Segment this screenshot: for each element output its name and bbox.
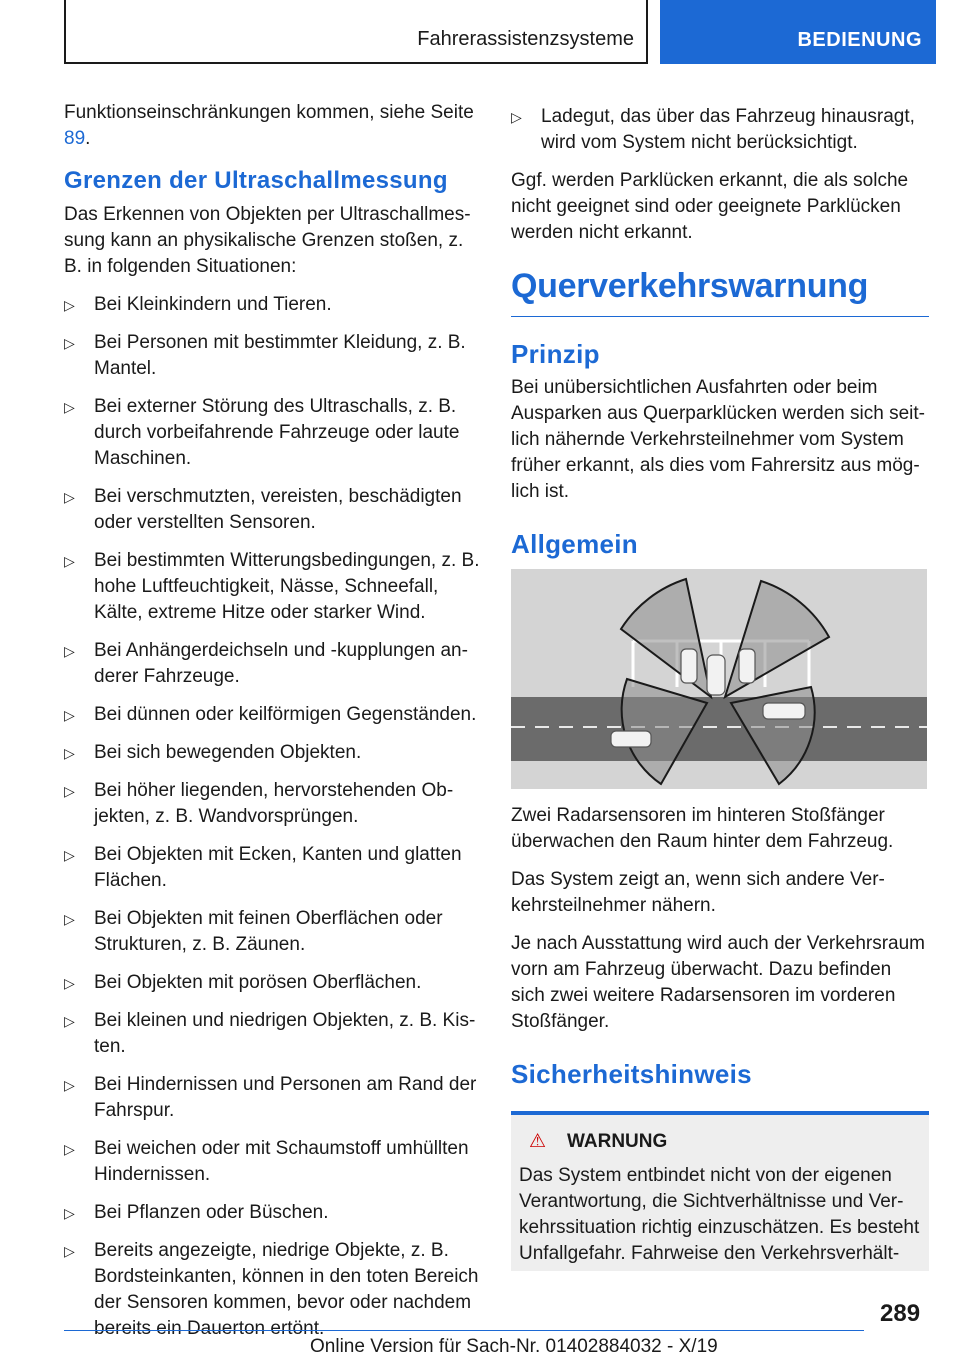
triangle-bullet-icon: ▷	[64, 847, 75, 863]
allgemein-paragraph-2: Das System zeigt an, wenn sich andere Verkehrsteilnehmer nähern.	[511, 869, 885, 916]
triangle-bullet-icon: ▷	[64, 1013, 75, 1029]
heading-grenzen: Grenzen der Ultraschallmessung	[64, 167, 448, 194]
list-item: ▷ Bei dünnen oder keilförmigen Gegenständen.	[64, 702, 482, 728]
list-item: ▷ Bei Objekten mit porösen Oberflächen.	[64, 970, 482, 996]
list-item: ▷ Bei weichen oder mit Schaumstoff umhüllten Hindernissen.	[64, 1138, 469, 1185]
warning-box	[511, 1111, 929, 1271]
triangle-bullet-icon: ▷	[64, 911, 75, 927]
grenzen-paragraph: Das Erkennen von Objekten per Ultraschallmessung kann an physikalische Grenzen stoßen, z. B. in folgenden Situationen:	[64, 204, 471, 277]
header-section-title: Fahrerassistenzsysteme	[417, 28, 634, 50]
warning-title: ⚠ WARNUNG	[519, 1129, 921, 1155]
list-item: ▷ Bei höher liegenden, hervorstehenden Objekten, z. B. Wandvorsprüngen.	[64, 780, 454, 827]
triangle-bullet-icon: ▷	[64, 399, 75, 415]
allgemein-paragraph-1: Zwei Radarsensoren im hinteren Stoßfänger überwachen den Raum hinter dem Fahrzeug.	[511, 805, 894, 852]
triangle-bullet-icon: ▷	[64, 489, 75, 505]
warning-triangle-icon: ⚠	[529, 1131, 547, 1152]
triangle-bullet-icon: ▷	[511, 109, 522, 125]
list-item: ▷ Bei Kleinkindern und Tieren.	[64, 292, 482, 318]
list-item: ▷ Bei Hindernissen und Personen am Rand der Fahrspur.	[64, 1074, 477, 1121]
list-item: ▷ Bei Anhängerdeichseln und -kupplungen anderer Fahrzeuge.	[64, 640, 468, 687]
left-column	[64, 100, 482, 1354]
list-item: ▷ Bei verschmutzten, vereisten, beschädigten oder verstellten Sensoren.	[64, 486, 462, 533]
list-item: ▷ Bei Objekten mit Ecken, Kanten und glatten Flächen.	[64, 844, 462, 891]
heading-sicherheitshinweis: Sicherheitshinweis	[511, 1059, 752, 1089]
cross-traffic-radar-illustration	[511, 569, 927, 789]
triangle-bullet-icon: ▷	[64, 1243, 75, 1259]
list-item: ▷ Bei sich bewegenden Objekten.	[64, 740, 482, 766]
right-column	[511, 100, 929, 1271]
triangle-bullet-icon: ▷	[64, 1141, 75, 1157]
list-item: ▷ Bei bestimmten Witterungsbedingungen, z. B. hohe Luftfeuchtigkeit, Nässe, Schneefall, Kälte, extreme Hitze oder starker Wind.	[64, 550, 480, 623]
triangle-bullet-icon: ▷	[64, 643, 75, 659]
triangle-bullet-icon: ▷	[64, 1205, 75, 1221]
triangle-bullet-icon: ▷	[64, 1077, 75, 1093]
list-item: ▷ Bei Pflanzen oder Büschen.	[64, 1200, 482, 1226]
list-item: ▷ Bei Personen mit bestimmter Kleidung, z. B. Mantel.	[64, 332, 466, 379]
list-item: ▷ Bei kleinen und niedrigen Objekten, z. B. Kisten.	[64, 1010, 476, 1057]
header-chapter-box	[660, 0, 936, 64]
triangle-bullet-icon: ▷	[64, 745, 75, 761]
list-item: ▷ Bei Objekten mit feinen Oberflächen oder Strukturen, z. B. Zäunen.	[64, 908, 443, 955]
right-list	[511, 104, 929, 156]
triangle-bullet-icon: ▷	[64, 335, 75, 351]
warning-text: Das System entbindet nicht von der eigenen Verantwortung, die Sichtverhältnisse und Verkehrssituation richtig einzuschätzen. Es besteht Unfallgefahr. Fahrweise den Verkehrsverhält-	[519, 1165, 920, 1264]
page-link[interactable]: 89	[64, 128, 86, 149]
triangle-bullet-icon: ▷	[64, 553, 75, 569]
prinzip-paragraph: Bei unübersichtlichen Ausfahrten oder beim Ausparken aus Querparklücken werden sich seitlich nähernde Verkehrsteilnehmer vom System früher erkannt, als dies vom Fahrersitz aus möglich ist.	[511, 377, 925, 502]
list-item: ▷ Bereits angezeigte, niedrige Objekte, z. B. Bordsteinkanten, können in den toten Bereich der Sensoren kommen, bevor oder nachdem bereits ein Dauerton ertönt.	[64, 1240, 479, 1339]
heading-allgemein: Allgemein	[511, 529, 638, 559]
page-number: 289	[880, 1300, 921, 1327]
list-item: ▷ Bei externer Störung des Ultraschalls, z. B. durch vorbeifahrende Fahrzeuge oder laute Maschinen.	[64, 396, 460, 469]
heading-prinzip: Prinzip	[511, 339, 600, 369]
triangle-bullet-icon: ▷	[64, 297, 75, 313]
header-chapter-title: BEDIENUNG	[797, 29, 922, 51]
intro-paragraph: Funktionseinschränkungen kommen, siehe Seite 89.	[64, 102, 474, 149]
header-section-box	[64, 0, 648, 64]
list-item: ▷ Ladegut, das über das Fahrzeug hinausragt, wird vom System nicht berücksichtigt.	[511, 106, 915, 153]
allgemein-paragraph-3: Je nach Ausstattung wird auch der Verkehrsraum vorn am Fahrzeug überwacht. Dazu befinden sich zwei weitere Radarsensoren im vorderen Stoßfänger.	[511, 933, 926, 1032]
triangle-bullet-icon: ▷	[64, 783, 75, 799]
triangle-bullet-icon: ▷	[64, 975, 75, 991]
heading-querverkehrswarnung: Querverkehrswarnung	[511, 266, 929, 317]
footer-text: Online Version für Sach-Nr. 01402884032 - X/19	[310, 1336, 718, 1357]
parking-paragraph: Ggf. werden Parklücken erkannt, die als solche nicht geeignet sind oder geeignete Parklücken werden nicht erkannt.	[511, 170, 909, 243]
footer-divider	[64, 1330, 864, 1331]
triangle-bullet-icon: ▷	[64, 707, 75, 723]
limitations-list	[64, 292, 482, 1342]
